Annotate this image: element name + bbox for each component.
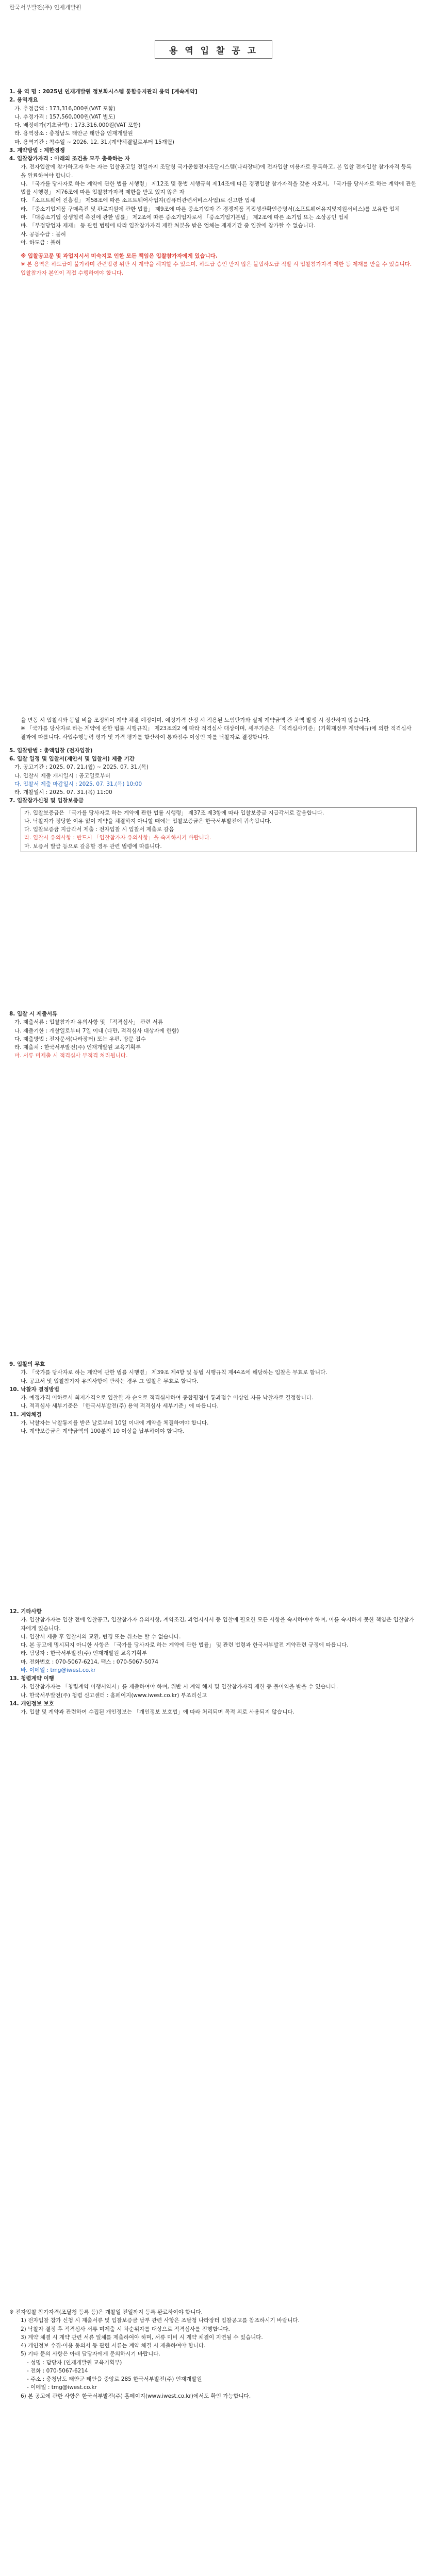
email-text: 바. 이메일 : tmg@iwest.co.kr [21,1667,96,1673]
text-line: 다. 배정예가(기초금액) : 173,316,000원(VAT 포함) [14,122,141,129]
text-line: 1) 전자입찰 참가 신청 시 제출서류 및 입찰보증금 납부 관련 사항은 조달청 나라장터 입찰공고를 참조하시기 바랍니다. [21,2317,300,2324]
text-line: ※ 전자입찰 참가자격(조달청 등록 등)은 개찰일 전일까지 등록 완료하여야 합니다. [9,2309,203,2315]
text-line: 가. 낙찰자는 낙찰통지를 받은 날로부터 10일 이내에 계약을 체결하여야 합니다. [21,1419,209,1426]
text-line: - 이메일 : tmg@iwest.co.kr [27,2384,97,2391]
text-line: 3. 계약방법 : 제한경쟁 [9,147,65,154]
text-line: 3) 계약 체결 시 계약 관련 서류 일체를 제출하여야 하며, 서류 미비 시 계약 체결이 지연될 수 있습니다. [21,2334,263,2341]
qualification-item: 가. 전자입찰에 참가하고자 하는 자는 입찰공고일 전일까지 조달청 국가종합전자조달시스템(나라장터)에 전자입찰 이용자로 등록하고, 본 입찰 전자입찰 참가자격 등록을 완료하여야 합니다. [21,164,412,179]
text-line: 10. 낙찰자 결정방법 [9,1386,59,1393]
warning-notice: ※ 입찰공고문 및 과업지시서 미숙지로 인한 모든 책임은 입찰참가자에게 있습니다. [21,253,218,260]
qualification-item: 나. 「국가를 당사자로 하는 계약에 관한 법률 시행령」 제12조 및 동법 시행규칙 제14조에 따른 경쟁입찰 참가자격을 갖춘 자로서, 「국가를 당사자로 하는 계약에 관한 법률 시행령」 제76조에 따른 입찰참가자격 제한을 받고 있지 않은 자 [21,180,417,196]
text-line: 마. 용역기간 : 착수일 ~ 2026. 12. 31.(계약체결일로부터 15개월) [14,139,174,145]
text-line: 9. 입찰의 무효 [9,1361,45,1367]
text-line: 마. 보증서 발급 등으로 갈음할 경우 관련 법령에 따릅니다. [24,843,162,850]
text-line: 나. 낙찰자가 정당한 이유 없이 계약을 체결하지 아니할 때에는 입찰보증금은 한국서부발전에 귀속됩니다. [24,818,272,824]
text-line: - 전화 : 070-5067-6214 [27,2367,88,2374]
text-line: 다. 입찰보증금 지급각서 제출 : 전자입찰 시 입찰서 제출로 갈음 [24,826,174,833]
qualification-item: 바. 「부정당업자 제재」 등 관련 법령에 따라 입찰참가자격 제한 처분을 받은 업체는 제재기간 중 입찰에 참가할 수 없습니다. [21,223,316,229]
text-line: 4) 개인정보 수집·이용 동의서 등 관련 서류는 계약 체결 시 제출하여야 합니다. [21,2343,206,2349]
text-line: 5) 기타 문의 사항은 아래 담당자에게 문의하시기 바랍니다. [21,2351,160,2358]
text-line: 2. 용역개요 [9,97,38,104]
notice-title: 용 역 입 찰 공 고 [155,40,272,59]
text-line: 라. 개찰일시 : 2025. 07. 31.(목) 11:00 [14,789,112,796]
text-line: 다. 입찰서 제출 마감일시 : 2025. 07. 31.(목) 10:00 [14,781,142,787]
qualification-item: 다. 「소프트웨어 진흥법」 제58조에 따른 소프트웨어사업자(컴퓨터관련서비스사업)로 신고한 업체 [21,197,255,204]
text-line: 2) 낙찰자 결정 후 적격심사 서류 미제출 시 차순위자를 대상으로 적격심사를 진행합니다. [21,2326,230,2332]
warning-notice: ※ 본 용역은 하도급이 불가하며 관련법령 위반 시 계약을 해지할 수 있으며, 하도급 승인 받지 않은 불법하도급 적발 시 입찰참가자격 제한 등 제재를 받을 수 있습니다. 입찰참가자 본인이 직접 수행하여야 합니다. [21,261,412,276]
qualification-item: 사. 공동수급 : 불허 [21,231,66,238]
section-award [9,1360,417,1435]
text-line: 가. 제출서류 : 입찰참가자 유의사항 및 「적격심사」 관련 서류 [14,1019,163,1026]
text-line: 가. 「국가를 당사자로 하는 계약에 관한 법률 시행령」 제39조 제4항 및 동법 시행규칙 제44조에 해당하는 입찰은 무효로 합니다. [21,1369,327,1376]
text-line: 14. 개인정보 보호 [9,1700,54,1707]
text-line: 마. 서류 미제출 시 적격심사 부적격 처리됩니다. [14,1053,128,1059]
qualification-item: 아. 하도급 : 불허 [21,239,61,246]
text-line: 가. 입찰 및 계약과 관련하여 수집된 개인정보는 「개인정보 보호법」에 따라 처리되며 목적 외로 사용되지 않습니다. [21,1709,294,1716]
text-line: 나. 추정가격 : 157,560,000원(VAT 별도) [14,113,116,120]
text-line: 마. 전화번호 : 070-5067-6214, 팩스 : 070-5067-5074 [21,1658,158,1665]
text-line: 라. 용역장소 : 충청남도 태안군 태안읍 인재개발원 [14,130,133,137]
text-line: 나. 공고서 및 입찰참가자 유의사항에 반하는 경우 그 입찰은 무효로 합니다. [21,1378,199,1384]
text-line: 가. 입찰보증금은 「국가를 당사자로 하는 계약에 관한 법률 시행령」 제37조 제3항에 따라 입찰보증금 지급각서로 갈음합니다. [24,809,324,816]
text-line: 7. 입찰참가신청 및 입찰보증금 [9,798,84,804]
section-misc [9,1607,417,1716]
org-header-note: 한국서부발전(주) 인재개발원 [9,4,81,11]
text-line: 6) 본 공고에 관한 사항은 한국서부발전(주) 홈페이지(www.iwest.co.kr)에서도 확인 가능합니다. [21,2393,251,2399]
text-line: 가. 예정가격 이하로서 최저가격으로 입찰한 자 순으로 적격심사하여 종합평점이 통과점수 이상인 자를 낙찰자로 결정합니다. [21,1395,314,1401]
text-line: 라. 담당자 : 한국서부발전(주) 인재개발원 교육기획부 [21,1650,147,1657]
text-line: 11. 계약체결 [9,1411,42,1418]
text-line: 가. 입찰참가자는 입찰 전에 입찰공고, 입찰참가자 유의사항, 계약조건, 과업지시서 등 입찰에 필요한 모든 사항을 숙지하여야 하며, 이를 숙지하지 못한 책임은 입찰참가자에게 있습니다. [21,1617,415,1632]
text-paragraph: 율 변동 시 입찰시와 동일 비율 조정하여 계약 체결 예정이며, 예정가격 산정 시 적용된 노임단가와 실제 계약금액 간 차액 발생 시 정산하지 않습니다. [21,717,371,723]
text-paragraph: ※ 「국가를 당사자로 하는 계약에 관한 법률 시행규칙」 제23조의2 에 따라 적격심사 대상이며, 세부기준은 「적격심사기준」(기획재정부 계약예규)에 의한 적격심사 결과에 따릅니다. 사업수행능력 평가 및 가격 평가를 합산하여 통과점수 이상인 자를 낙찰자로 결정합니다. [21,725,412,740]
text-line: 다. 본 공고에 명시되지 아니한 사항은 「국가를 당사자로 하는 계약에 관한 법률」 및 관련 법령과 한국서부발전 계약관련 규정에 따릅니다. [21,1642,349,1649]
text-line: 나. 적격심사 세부기준은 「한국서부발전(주) 용역 적격심사 세부기준」에 따릅니다. [21,1403,219,1410]
text-line: 4. 입찰참가자격 : 아래의 조건을 모두 충족하는 자 [9,156,130,162]
text-line: 가. 입찰참가자는 「청렴계약 이행서약서」를 제출하여야 하며, 위반 시 계약 해지 및 입찰참가자격 제한 등 불이익을 받을 수 있습니다. [21,1684,338,1690]
text-line: 12. 기타사항 [9,1608,42,1615]
text-line: 나. 한국서부발전(주) 청렴 신고센터 : 홈페이지(www.iwest.co.kr) 부조리신고 [21,1692,207,1699]
text-line: 나. 제출기한 : 개찰일로부터 7일 이내 (다만, 적격심사 대상자에 한함) [14,1027,179,1034]
text-line: - 성명 : 담당자 (인재개발원 교육기획부) [27,2359,122,2366]
section-overview [9,88,417,277]
text-line: 6. 입찰 일정 및 입찰서(제안서 및 입찰서) 제출 기간 [9,756,135,762]
section-additional-notes [9,2308,417,2400]
qualification-item: 라. 「중소기업제품 구매촉진 및 판로지원에 관한 법률」 제9조에 따른 중소기업자 간 경쟁제품 직접생산확인증명서(소프트웨어유지및지원서비스)를 보유한 업체 [21,206,400,212]
text-line: 나. 계약보증금은 계약금액의 100분의 10 이상을 납부하여야 합니다. [21,1428,185,1435]
text-line: 5. 입찰방법 : 총액입찰 (전자입찰) [9,747,93,754]
text-line: 라. 입찰시 유의사항 : 반드시 「입찰참가자 유의사항」을 숙지하시기 바랍니다. [24,835,211,841]
text-line: 나. 입찰서 제출 개시일시 : 공고일로부터 [14,772,110,779]
text-line: 라. 제출처 : 한국서부발전(주) 인재개발원 교육기획부 [14,1044,141,1051]
section-documents [9,1010,417,1060]
text-line: 가. 추정금액 : 173,316,000원(VAT 포함) [14,105,116,112]
text-line: 1. 용 역 명 : 2025년 인재개발원 정보화시스템 통합유지관리 용역 [계속계약] [9,89,198,95]
text-line: 다. 제출방법 : 전자문서(나라장터) 또는 우편, 방문 접수 [14,1036,146,1042]
text-line: 13. 청렴계약 이행 [9,1675,54,1682]
text-line: 8. 입찰 시 제출서류 [9,1011,58,1017]
text-line: - 주소 : 충청남도 태안군 태안읍 중앙로 285 한국서부발전(주) 인재개발원 [27,2376,202,2383]
text-line: 나. 입찰서 제출 후 입찰서의 교환, 변경 또는 취소는 할 수 없습니다. [21,1633,181,1640]
qualification-item: 마. 「대중소기업 상생협력 촉진에 관한 법률」 제2조에 따른 중소기업자로서 「중소기업기본법」 제2조에 따른 소기업 또는 소상공인 업체 [21,214,349,221]
text-line: 가. 공고기간 : 2025. 07. 21.(월) ~ 2025. 07. 31.(목) [14,764,149,771]
bid-bond-box [21,807,417,852]
section-bidding [9,716,417,854]
